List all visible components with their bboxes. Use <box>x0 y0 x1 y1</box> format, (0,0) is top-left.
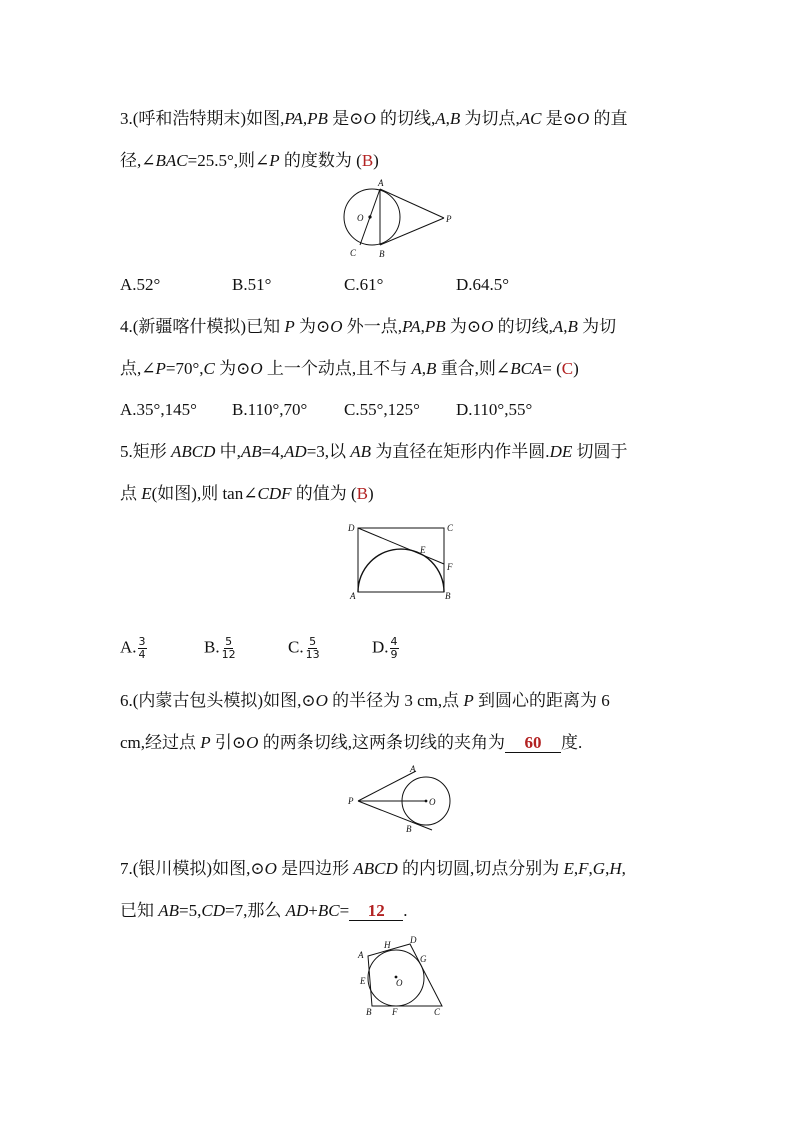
q5-answer: B <box>356 484 368 503</box>
q7-label-O: O <box>396 978 403 988</box>
q3-option-d: D.64.5° <box>456 275 510 294</box>
q6-line-2: cm,经过点 P 引⊙O 的两条切线,这两条切线的夹角为 60 度. <box>120 733 583 752</box>
q5-label-D: D <box>348 523 355 533</box>
q5-figure <box>344 518 460 602</box>
q3-option-c: C.61° <box>344 275 384 294</box>
q5-label-F: F <box>447 562 453 572</box>
q3-label-P: P <box>446 214 452 224</box>
q3-label-C: C <box>350 248 357 258</box>
q3-label-A: A <box>378 178 384 188</box>
q4-option-c: C.55°,125° <box>344 400 420 419</box>
q6-label-B: B <box>406 824 412 834</box>
q7-label-C: C <box>434 1007 441 1017</box>
q4-option-d: D.110°,55° <box>456 400 533 419</box>
q3-label-O: O <box>357 213 364 223</box>
q5-label-B: B <box>445 591 451 601</box>
q4-option-b: B.110°,70° <box>232 400 308 419</box>
q5-option-d: D. $\frac{4}{9}$ <box>372 635 398 661</box>
q3-line-1: 3.(呼和浩特期末)如图,PA,PB 是⊙O 的切线,A,B 为切点,AC 是⊙O 的直 <box>120 109 628 128</box>
q3-answer: B <box>361 151 374 170</box>
q7-label-D: D <box>410 935 417 945</box>
q7-answer-blank: 12 <box>349 902 403 921</box>
q5-label-E: E <box>420 545 426 555</box>
q5-option-a-fraction: $\frac{3}{4}$ <box>138 635 146 661</box>
q5-option-c: C. $\frac{5}{13}$ <box>288 635 320 661</box>
q3-line-2: 径,∠BAC=25.5°,则∠P 的度数为 (B) <box>120 151 379 170</box>
q7-line-1: 7.(银川模拟)如图,⊙O 是四边形 ABCD 的内切圆,切点分别为 E,F,G,H, <box>120 859 626 878</box>
q7-label-G: G <box>420 954 427 964</box>
q6-answer-blank: 60 <box>505 734 561 753</box>
q4-option-a: A.35°,145° <box>120 400 197 419</box>
q7-label-E: E <box>360 976 366 986</box>
q4-answer: C <box>561 359 574 378</box>
q6-label-A: A <box>410 764 416 774</box>
q5-option-a: A. $\frac{3}{4}$ <box>120 635 146 661</box>
q5-label-C: C <box>447 523 454 533</box>
q4-line-2: 点,∠P=70°,C 为⊙O 上一个动点,且不与 A,B 重合,则∠BCA= (C) <box>120 359 579 378</box>
q7-line-2: 已知 AB=5,CD=7,那么 AD+BC= 12 . <box>120 901 408 920</box>
q3-figure <box>336 174 460 262</box>
q6-label-P: P <box>348 796 354 806</box>
q5-option-b: B. $\frac{5}{12}$ <box>204 635 236 661</box>
q7-label-B: B <box>366 1007 372 1017</box>
q7-label-A: A <box>358 950 364 960</box>
q3-label-B: B <box>379 249 385 259</box>
q5-option-c-fraction: $\frac{5}{13}$ <box>305 635 320 661</box>
q5-option-b-fraction: $\frac{5}{12}$ <box>221 635 236 661</box>
q7-label-F: F <box>392 1007 398 1017</box>
q5-option-d-fraction: $\frac{4}{9}$ <box>390 635 398 661</box>
q6-label-O: O <box>429 797 436 807</box>
q6-figure <box>344 764 462 840</box>
q7-figure <box>352 934 452 1018</box>
q4-line-1: 4.(新疆喀什模拟)已知 P 为⊙O 外一点,PA,PB 为⊙O 的切线,A,B 为切 <box>120 317 617 336</box>
q5-label-A: A <box>350 591 356 601</box>
q5-line-1: 5.矩形 ABCD 中,AB=4,AD=3,以 AB 为直径在矩形内作半圆.DE 切圆于 <box>120 442 628 461</box>
q5-line-2: 点 E(如图),则 tan∠CDF 的值为 (B) <box>120 484 374 503</box>
q3-option-a: A.52° <box>120 275 161 294</box>
q6-line-1: 6.(内蒙古包头模拟)如图,⊙O 的半径为 3 cm,点 P 到圆心的距离为 6 <box>120 691 610 710</box>
q3-option-b: B.51° <box>232 275 272 294</box>
q7-label-H: H <box>384 940 391 950</box>
